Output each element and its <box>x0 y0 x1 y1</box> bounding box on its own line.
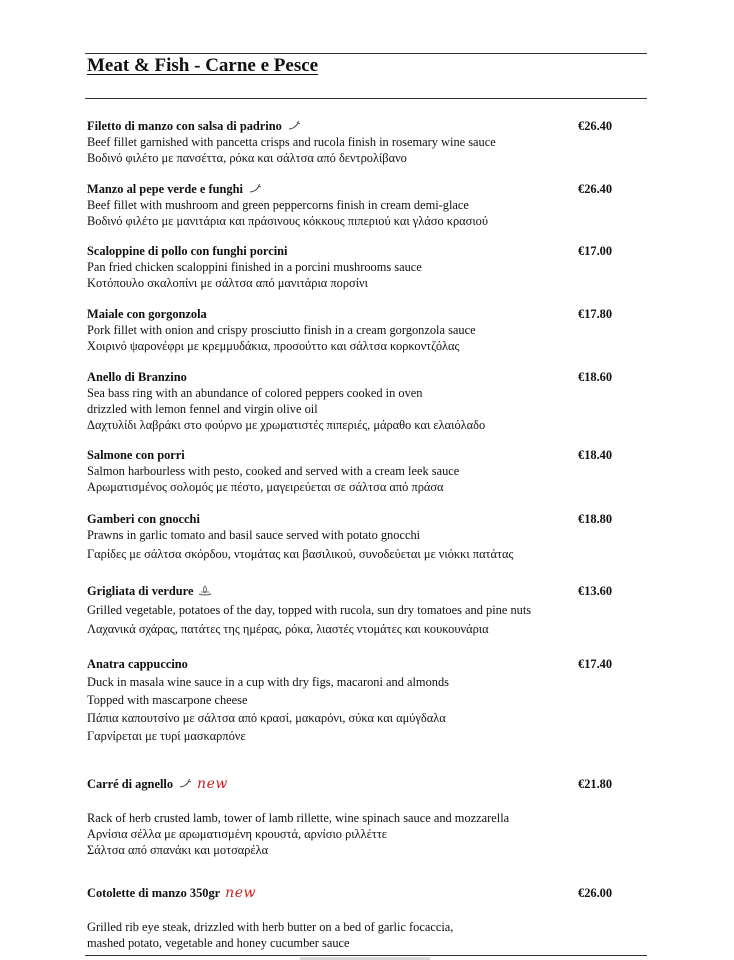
dish-name-row <box>87 656 627 672</box>
chili-icon <box>178 778 192 790</box>
dish-price: €17.40 <box>578 657 613 671</box>
vegetarian-icon <box>198 585 212 597</box>
chili-icon <box>248 183 262 195</box>
dish-description: Duck in masala wine sauce in a cup with dry figs, macaroni and almonds <box>87 675 449 689</box>
dish-name: Manzo al pepe verde e funghi <box>87 182 243 196</box>
dish-description-greek: Αρνίσια σέλλα με αρωματισμένη κρουστά, αρνίσιο ριλλέττε <box>87 827 388 841</box>
menu-item <box>87 118 627 166</box>
dish-price: €26.40 <box>578 182 613 196</box>
dish-description-greek: Κοτόπουλο σκαλοπίνι με σάλτσα από μανιτάρια πορσίνι <box>87 276 368 290</box>
menu-item <box>87 243 627 291</box>
dish-name-row <box>87 511 627 527</box>
dish-description-greek: Αρωματισμένος σολομός με πέστο, μαγειρεύεται σε σάλτσα από πράσα <box>87 480 444 494</box>
title-bottom-rule <box>85 98 647 99</box>
dish-name-row <box>87 583 627 599</box>
dish-description-greek: Πάπια καπουτσίνο με σάλτσα από κρασί, μακαρόνι, σύκα και αμύγδαλα <box>87 711 446 725</box>
dish-name: Salmone con porri <box>87 448 185 462</box>
new-badge: new <box>197 776 228 792</box>
dish-description: Beef fillet with mushroom and green peppercorns finish in cream demi-glace <box>87 198 469 212</box>
dish-name: Grigliata di verdure <box>87 584 194 598</box>
dish-name-row <box>87 447 627 463</box>
dish-name-row <box>87 306 627 322</box>
dish-description: Grilled vegetable, potatoes of the day, topped with rucola, sun dry tomatoes and pine nuts <box>87 603 532 617</box>
dish-name-row <box>87 243 627 259</box>
dish-description: Sea bass ring with an abundance of colored peppers cooked in oven <box>87 386 423 400</box>
bottom-rule <box>85 955 647 956</box>
dish-description: Rack of herb crusted lamb, tower of lamb rillette, wine spinach sauce and mozzarella <box>87 811 510 825</box>
dish-name: Carré di agnello <box>87 777 174 791</box>
dish-description: Prawns in garlic tomato and basil sauce served with potato gnocchi <box>87 528 421 542</box>
menu-item <box>87 369 627 433</box>
dish-description: Grilled rib eye steak, drizzled with herb butter on a bed of garlic focaccia, <box>87 920 454 934</box>
menu-item <box>87 447 627 495</box>
chili-icon <box>287 120 301 132</box>
dish-description-greek: Γαρίδες με σάλτσα σκόρδου, ντομάτας και βασιλικού, συνοδεύεται με νιόκκι πατάτας <box>87 547 514 561</box>
dish-name-row <box>87 369 627 385</box>
dish-price: €26.00 <box>578 886 613 900</box>
menu-item <box>87 511 627 562</box>
dish-description: Beef fillet garnished with pancetta crisps and rucola finish in rosemary wine sauce <box>87 135 496 149</box>
dish-description: drizzled with lemon fennel and virgin olive oil <box>87 402 318 416</box>
dish-name-row <box>87 885 627 901</box>
new-badge: new <box>225 885 256 901</box>
dish-price: €17.00 <box>578 244 613 258</box>
dish-description: Pan fried chicken scaloppini finished in a porcini mushrooms sauce <box>87 260 422 274</box>
dish-description-greek: Χοιρινό ψαρονέφρι με κρεμμυδάκια, προσούττο και σάλτσα κορκοντζόλας <box>87 339 460 353</box>
menu-item <box>87 656 627 744</box>
dish-price: €21.80 <box>578 777 613 791</box>
dish-description-greek: Γαρνίρεται με τυρί μασκαρπόνε <box>87 729 246 743</box>
dish-price: €13.60 <box>578 584 613 598</box>
dish-name: Cotolette di manzo 350gr <box>87 886 221 900</box>
dish-price: €18.60 <box>578 370 613 384</box>
dish-description-greek: Δαχτυλίδι λαβράκι στο φούρνο με χρωματιστές πιπεριές, μάραθο και ελαιόλαδο <box>87 418 486 432</box>
dish-name-row <box>87 181 627 197</box>
dish-description-greek: Σάλτσα από σπανάκι και μοτσαρέλα <box>87 843 269 857</box>
dish-description-greek: Λαχανικά σχάρας, πατάτες της ημέρας, ρόκα, λιαστές ντομάτες και κουκουνάρια <box>87 622 489 636</box>
dish-name: Anatra cappuccino <box>87 657 188 671</box>
menu-item <box>87 306 627 354</box>
dish-description: Pork fillet with onion and crispy prosciutto finish in a cream gorgonzola sauce <box>87 323 476 337</box>
menu-item <box>87 885 627 951</box>
dish-description: mashed potato, vegetable and honey cucumber sauce <box>87 936 350 950</box>
menu-item <box>87 776 627 858</box>
dish-name: Gamberi con gnocchi <box>87 512 200 526</box>
dish-name: Maiale con gorgonzola <box>87 307 207 321</box>
dish-description: Salmon harbourless with pesto, cooked and served with a cream leek sauce <box>87 464 460 478</box>
dish-price: €26.40 <box>578 119 613 133</box>
top-rule <box>85 53 647 54</box>
dish-description-greek: Βοδινό φιλέτο με πανσέττα, ρόκα και σάλτσα από δεντρολίβανο <box>87 151 407 165</box>
menu-item <box>87 181 627 229</box>
dish-name: Anello di Branzino <box>87 370 187 384</box>
dish-name-row <box>87 118 627 134</box>
dish-price: €18.40 <box>578 448 613 462</box>
dish-name: Filetto di manzo con salsa di padrino <box>87 119 282 133</box>
dish-name-row <box>87 776 627 792</box>
dish-price: €17.80 <box>578 307 613 321</box>
section-title: Meat & Fish - Carne e Pesce <box>87 55 319 76</box>
dish-name: Scaloppine di pollo con funghi porcini <box>87 244 288 258</box>
dish-price: €18.80 <box>578 512 613 526</box>
dish-description-greek: Βοδινό φιλέτο με μανιτάρια και πράσινους κόκκους πιπεριού και γλάσο κρασιού <box>87 214 489 228</box>
dish-description: Topped with mascarpone cheese <box>87 693 248 707</box>
menu-item <box>87 583 627 637</box>
